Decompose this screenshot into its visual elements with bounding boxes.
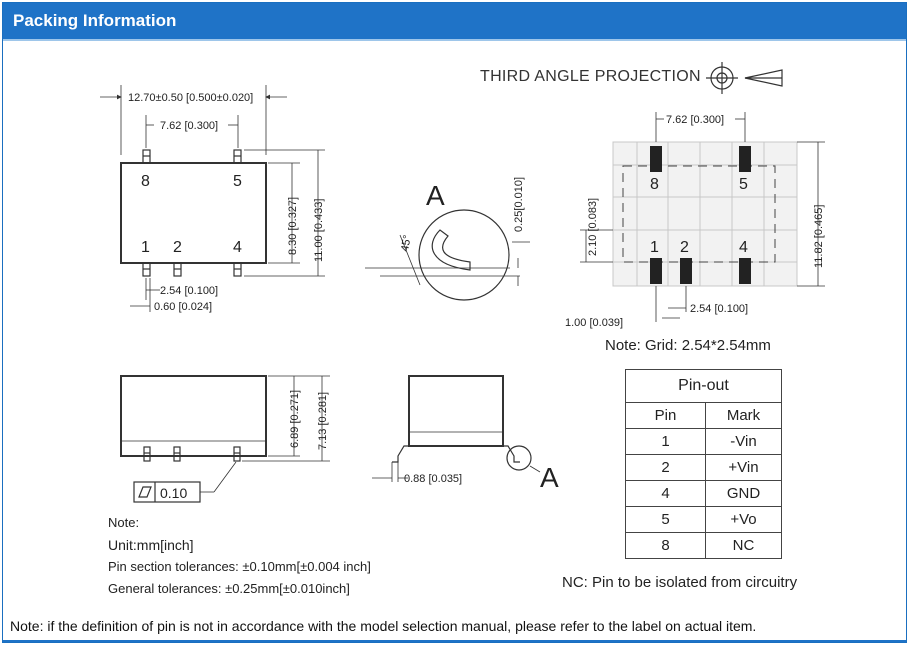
fp-pin-label: 4 [739, 239, 748, 256]
fp-dim-overall: 11.82 [0.465] [813, 204, 825, 268]
pin-label: 8 [141, 173, 150, 190]
tolerance-notes [108, 512, 371, 600]
detail-a [365, 210, 530, 300]
pinout-table [625, 369, 782, 559]
footer-line [3, 640, 906, 642]
top-view-pin-numbers [141, 173, 242, 256]
nc-note: NC: Pin to be isolated from circuitry [562, 574, 798, 591]
pin-label: 4 [233, 239, 242, 256]
dim-overall-width: 12.70±0.50 [0.500±0.020] [128, 92, 254, 104]
fp-dim-pad-width: 1.00 [0.039] [565, 317, 624, 329]
projection-label: THIRD ANGLE PROJECTION [480, 68, 701, 85]
dim-body-height: 8.30 [0.327] [287, 196, 299, 255]
pin-tolerance-note: Pin section tolerances: ±0.10mm[±0.004 inch] [108, 559, 371, 574]
fp-dim-pin-span: 7.62 [0.300] [666, 114, 725, 126]
dim-pitch: 2.54 [0.100] [160, 285, 219, 297]
pinout-title: Pin-out [626, 370, 782, 403]
table-row [626, 429, 782, 455]
notes-heading: Note: [108, 515, 140, 530]
grid-note: Note: Grid: 2.54*2.54mm [605, 337, 771, 354]
pin-number: 8 [626, 533, 706, 559]
dim-lead-length: 0.88 [0.035] [404, 473, 463, 485]
table-row [626, 533, 782, 559]
pinout-header-pin: Pin [626, 403, 706, 429]
dim-overall-height: 11.00 [0.433] [313, 198, 325, 262]
detail-a-thickness: 0.25[0.010] [513, 176, 525, 232]
fp-dim-pitch: 2.54 [0.100] [690, 303, 749, 315]
pin-mark: NC [706, 533, 782, 559]
dim-total-thickness: 7.13 [0.281] [317, 391, 329, 450]
table-row [626, 481, 782, 507]
pinout-header-mark: Mark [706, 403, 782, 429]
dim-body-thickness: 6.89 [0.271] [289, 389, 301, 448]
pin-number: 5 [626, 507, 706, 533]
dim-pin-width: 0.60 [0.024] [154, 301, 213, 313]
pin-mark: -Vin [706, 429, 782, 455]
pin-label: 5 [233, 173, 242, 190]
detail-a-angle: 45° [399, 234, 414, 253]
pin-number: 4 [626, 481, 706, 507]
pin-number: 1 [626, 429, 706, 455]
footprint-grid [613, 142, 797, 286]
table-row [626, 455, 782, 481]
fp-pin-label: 2 [680, 239, 689, 256]
projection-symbol-icon [706, 62, 782, 94]
detail-a-labels [399, 177, 525, 253]
side-view-labels [160, 390, 329, 501]
end-view [372, 376, 540, 482]
fp-dim-row-gap: 2.10 [0.083] [587, 197, 599, 256]
end-view-labels [404, 462, 559, 493]
dim-pin-span: 7.62 [0.300] [160, 120, 219, 132]
fp-pin-label: 1 [650, 239, 659, 256]
pin-mark: +Vin [706, 455, 782, 481]
detail-a-ref: A [540, 462, 559, 493]
fp-pin-label: 8 [650, 176, 659, 193]
unit-note: Unit:mm[inch] [108, 537, 194, 553]
general-tolerance-note: General tolerances: ±0.25mm[±0.010inch] [108, 581, 350, 596]
section-header: Packing Information [3, 3, 906, 39]
footer-note: Note: if the definition of pin is not in accordance with the model selection manual, please refer to the label on actual item. [10, 618, 757, 634]
top-view-labels [128, 92, 325, 313]
fp-pin-label: 5 [739, 176, 748, 193]
pin-label: 2 [173, 239, 182, 256]
flatness-value: 0.10 [160, 485, 188, 501]
pin-label: 1 [141, 239, 150, 256]
pin-number: 2 [626, 455, 706, 481]
pin-mark: +Vo [706, 507, 782, 533]
table-row [626, 507, 782, 533]
pin-mark: GND [706, 481, 782, 507]
detail-a-label: A [426, 180, 445, 211]
